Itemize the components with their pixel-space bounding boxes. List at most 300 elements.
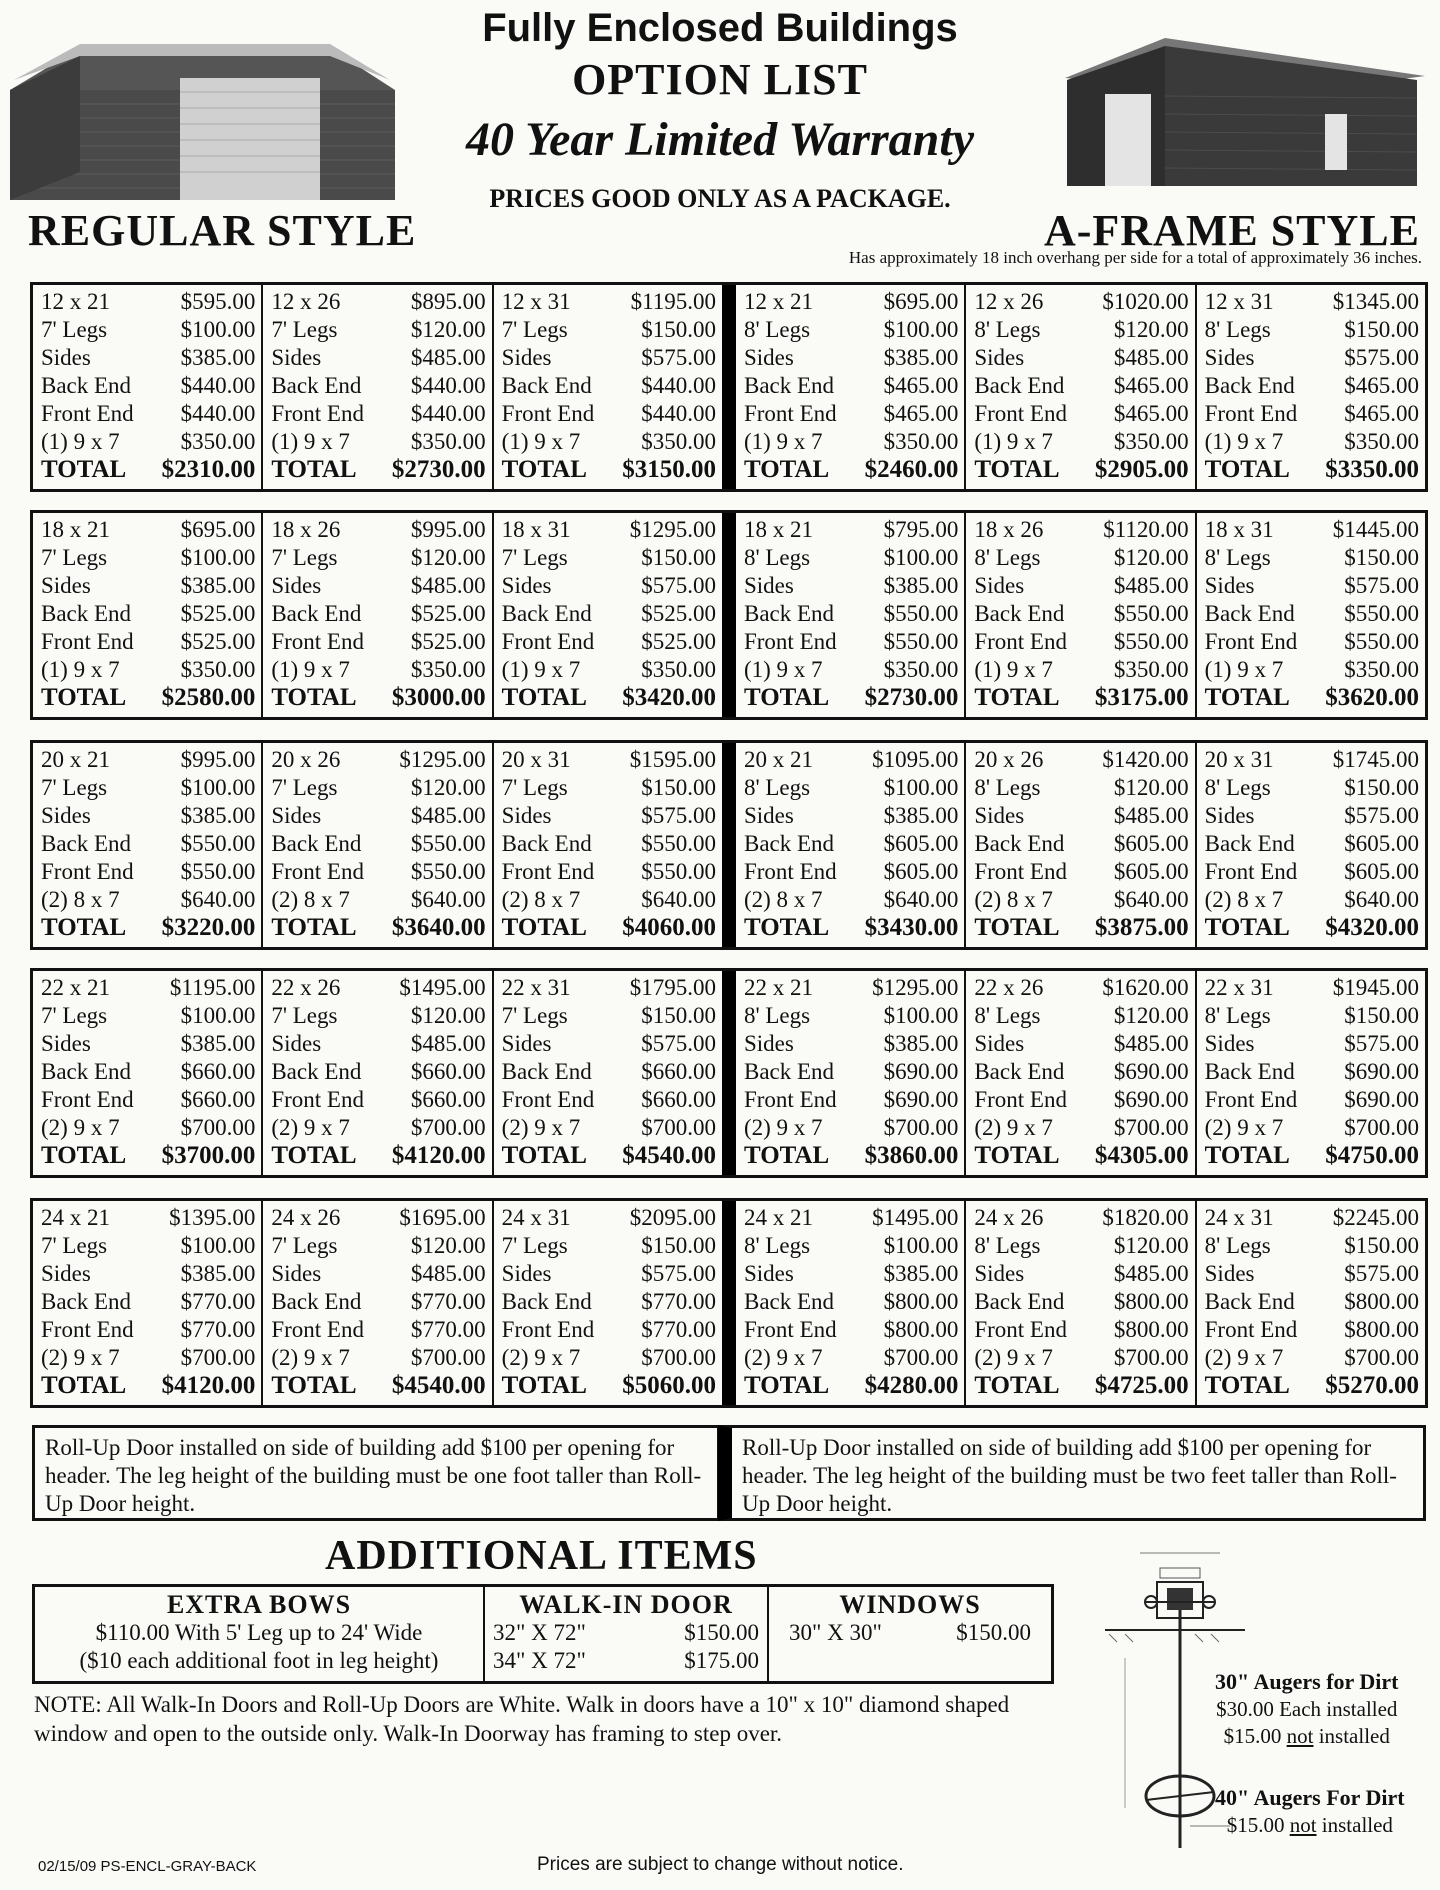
price-line [974,802,1188,830]
price-band [30,282,1428,492]
price-line-label: 12 x 26 [271,289,341,314]
price-line [1205,656,1419,684]
price-line-value: $485.00 [410,1261,486,1286]
price-line [1205,1030,1419,1058]
price-line-value: $575.00 [1344,345,1419,370]
price-line [502,1288,716,1316]
price-line [744,1288,958,1316]
total-label: TOTAL [1204,1372,1290,1399]
total-line [41,1372,255,1400]
aframe-style-price-cell [964,971,1194,1175]
price-line-label: (1) 9 x 7 [1204,657,1284,682]
price-line-value: $640.00 [180,887,256,912]
price-line [1205,774,1419,802]
price-line-value: $150.00 [641,775,716,800]
price-line [744,1058,958,1086]
price-band [30,968,1428,1178]
total-label: TOTAL [743,684,830,711]
price-line-label: Front End [1204,1087,1298,1112]
price-line-label: Back End [501,831,592,856]
price-line [744,656,958,684]
price-line-label: Front End [271,1317,364,1342]
total-value: $2580.00 [161,684,256,711]
price-line-label: (2) 8 x 7 [974,887,1053,912]
price-line-value: $465.00 [1113,401,1189,426]
windows-title: WINDOWS [839,1590,981,1619]
price-line-label: (1) 9 x 7 [41,657,120,682]
price-line-label: 12 x 31 [1204,289,1274,314]
price-line [271,1058,485,1086]
price-line-value: $1445.00 [1332,517,1419,542]
total-line [1205,914,1419,942]
price-line-value: $1620.00 [1102,975,1189,1000]
total-line [41,1142,255,1170]
price-line [1205,288,1419,316]
price-line-label: (2) 8 x 7 [41,887,120,912]
price-line [271,628,485,656]
price-line [41,600,255,628]
price-line-label: Back End [1204,831,1295,856]
price-line [974,1260,1188,1288]
price-line-label: (1) 9 x 7 [271,429,350,454]
total-line [974,456,1188,484]
price-line [41,1288,255,1316]
price-line-label: Sides [743,803,794,828]
total-label: TOTAL [271,456,357,483]
price-line [1205,1316,1419,1344]
price-line [41,1114,255,1142]
price-line [974,1232,1188,1260]
price-line-label: Front End [501,1317,595,1342]
price-line-label: Sides [271,573,322,598]
price-line-label: Sides [501,573,552,598]
price-line-label: 7' Legs [501,1233,568,1258]
price-line-label: 22 x 31 [1204,975,1274,1000]
price-line-value: $525.00 [641,601,716,626]
price-line [271,974,485,1002]
price-line [271,316,485,344]
price-line-value: $485.00 [1113,803,1189,828]
price-line-label: Back End [271,1059,362,1084]
price-line-value: $575.00 [641,345,716,370]
price-line-value: $700.00 [180,1115,256,1140]
total-label: TOTAL [41,456,127,483]
price-line [41,316,255,344]
price-line-value: $1945.00 [1332,975,1419,1000]
price-line-label: (2) 8 x 7 [1204,887,1284,912]
price-line-label: 8' Legs [743,1003,811,1028]
price-line [744,572,958,600]
price-line-value: $700.00 [1113,1115,1189,1140]
price-line-label: Back End [271,831,362,856]
total-value: $4120.00 [161,1372,256,1399]
price-line [1205,372,1419,400]
price-line-value: $440.00 [180,401,256,426]
price-line-value: $150.00 [641,317,716,342]
price-line [41,1344,255,1372]
aframe-style-price-cell [964,743,1194,947]
price-line-label: Front End [743,1087,837,1112]
price-line-value: $700.00 [1344,1345,1419,1370]
price-line-value: $700.00 [410,1345,486,1370]
price-line-label: (2) 8 x 7 [501,887,581,912]
total-value: $2460.00 [864,456,959,483]
price-line [41,858,255,886]
price-line-label: 18 x 31 [501,517,571,542]
aframe-overhang-note: Has approximately 18 inch overhang per side for a total of approximately 36 inches. [848,248,1422,267]
price-line-label: Sides [501,345,552,370]
price-line-label: Front End [41,859,134,884]
price-line-value: $1345.00 [1332,289,1419,314]
price-line-label: Sides [1204,573,1255,598]
price-line [974,1288,1188,1316]
total-label: TOTAL [41,1372,127,1399]
price-line-label: 20 x 21 [743,747,813,772]
price-line-label: Sides [974,1261,1025,1286]
price-line-label: 7' Legs [41,1233,108,1258]
price-line [744,858,958,886]
price-line [41,1030,255,1058]
total-label: TOTAL [501,1372,587,1399]
price-line-value: $660.00 [180,1059,256,1084]
price-band [30,740,1428,950]
regular-style-label: REGULAR STYLE [28,206,417,255]
price-line-label: Front End [271,401,364,426]
price-line [271,400,485,428]
total-line [502,1142,716,1170]
price-change-notice: Prices are subject to change without notice. [537,1854,904,1875]
rollup-note-regular: Roll-Up Door installed on side of building add $100 per opening for header. The leg height of the building must be one foot taller than Roll-Up Door height. [32,1425,720,1521]
price-line [271,516,485,544]
price-line-value: $120.00 [1113,317,1189,342]
price-line-label: 12 x 21 [41,289,110,314]
aframe-style-price-cell [964,285,1194,489]
price-line-label: Sides [974,345,1025,370]
price-line [271,1232,485,1260]
aframe-style-price-cell [964,1201,1194,1405]
price-line [974,600,1188,628]
total-value: $3000.00 [391,684,486,711]
total-value: $4750.00 [1325,1142,1419,1169]
price-line [502,316,716,344]
price-line [271,1344,485,1372]
price-line-label: 24 x 21 [743,1205,813,1230]
price-line-value: $660.00 [641,1059,716,1084]
doors-note: NOTE: All Walk-In Doors and Roll-Up Doors are White. Walk in doors have a 10" x 10" diamond shaped window and open to the outside only. Walk-In Doorway has framing to step over. [34,1692,1010,1746]
price-line [974,372,1188,400]
total-label: TOTAL [1204,914,1290,941]
price-line [974,1002,1188,1030]
price-line [744,830,958,858]
price-line-label: 8' Legs [743,775,811,800]
total-label: TOTAL [271,914,357,941]
price-line [271,1002,485,1030]
price-line-value: $465.00 [1344,373,1419,398]
price-line-value: $575.00 [1344,573,1419,598]
price-line [502,1002,716,1030]
price-line [41,774,255,802]
price-line-label: (2) 9 x 7 [271,1115,350,1140]
price-line-value: $525.00 [180,629,256,654]
price-line-value: $800.00 [883,1289,959,1314]
regular-style-price-cell [33,513,261,717]
price-line [744,516,958,544]
price-line-value: $120.00 [1113,775,1189,800]
price-line [744,628,958,656]
price-line-label: 24 x 21 [41,1205,110,1230]
total-value: $4725.00 [1094,1372,1189,1399]
price-line-label: Back End [743,601,835,626]
price-line-value: $605.00 [883,831,959,856]
price-line-value: $440.00 [641,373,716,398]
price-line-label: Sides [41,573,91,598]
total-line [1205,456,1419,484]
price-line-value: $700.00 [180,1345,256,1370]
auger-40-installed-label: installed [1321,1813,1393,1837]
price-line [974,1316,1188,1344]
price-line-label: (2) 9 x 7 [743,1115,823,1140]
price-line [502,1030,716,1058]
price-line-value: $700.00 [1113,1345,1189,1370]
price-line-value: $350.00 [180,657,256,682]
price-line [41,544,255,572]
price-line-label: Front End [271,859,364,884]
price-line-value: $690.00 [1344,1059,1419,1084]
price-line-value: $1495.00 [399,975,486,1000]
price-line-value: $640.00 [641,887,716,912]
price-line-label: Back End [41,831,132,856]
price-line [502,974,716,1002]
price-line-value: $770.00 [180,1317,256,1342]
price-line-value: $525.00 [641,629,716,654]
price-line-value: $550.00 [883,629,959,654]
price-line-label: (2) 9 x 7 [974,1115,1053,1140]
aframe-style-building-image [1055,36,1425,186]
price-line-value: $800.00 [1113,1317,1189,1342]
price-line-value: $100.00 [180,1003,256,1028]
price-line-value: $605.00 [1113,831,1189,856]
price-line [502,858,716,886]
regular-style-price-cell [261,513,491,717]
price-line [744,974,958,1002]
total-line [271,1142,485,1170]
price-line-label: 18 x 26 [974,517,1044,542]
price-line-label: 22 x 26 [974,975,1044,1000]
price-line-label: Sides [743,345,794,370]
walkin-door-option [493,1619,759,1647]
price-line [41,656,255,684]
price-line-value: $640.00 [1344,887,1419,912]
price-line-label: (1) 9 x 7 [743,657,823,682]
walkin-door-size: 32" X 72" [493,1620,586,1645]
total-value: $3220.00 [161,914,256,941]
price-line-label: Sides [974,1031,1025,1056]
price-line-label: Sides [1204,1031,1255,1056]
price-line-label: 18 x 26 [271,517,341,542]
price-line-label: Back End [41,373,132,398]
total-line [974,684,1188,712]
price-line-value: $440.00 [410,401,486,426]
auger-30-title: 30" Augers for Dirt [1215,1669,1399,1694]
window-price: $150.00 [956,1620,1031,1645]
price-line [271,1086,485,1114]
price-line [744,1344,958,1372]
price-line-label: Back End [743,831,835,856]
price-line-value: $700.00 [883,1115,959,1140]
price-line [744,1086,958,1114]
price-line-value: $350.00 [883,429,959,454]
price-line [974,656,1188,684]
price-line-value: $1420.00 [1102,747,1189,772]
price-line-label: 20 x 26 [271,747,341,772]
price-line [974,572,1188,600]
price-line [744,288,958,316]
total-value: $4305.00 [1094,1142,1189,1169]
price-line-label: Sides [271,1261,322,1286]
rollup-note-aframe: Roll-Up Door installed on side of building add $100 per opening for header. The leg height of the building must be two feet taller than Roll-Up Door height. [718,1425,1426,1521]
price-line-value: $1695.00 [399,1205,486,1230]
price-line-label: 18 x 21 [41,517,110,542]
price-line [502,774,716,802]
price-line [974,774,1188,802]
price-line [974,428,1188,456]
price-line [41,1002,255,1030]
aframe-style-price-cell [722,513,964,717]
price-line-label: Back End [743,373,835,398]
price-line [974,974,1188,1002]
price-line-label: 8' Legs [974,1003,1041,1028]
price-line [974,544,1188,572]
total-label: TOTAL [743,914,830,941]
price-line-label: (1) 9 x 7 [1204,429,1284,454]
price-line [502,288,716,316]
price-line-value: $100.00 [883,545,959,570]
price-line-value: $2245.00 [1332,1205,1419,1230]
total-line [271,456,485,484]
price-line [41,572,255,600]
price-line-label: (1) 9 x 7 [974,657,1053,682]
price-line-value: $695.00 [180,517,256,542]
price-line [744,1030,958,1058]
price-line [502,1058,716,1086]
total-line [974,1372,1188,1400]
price-line-value: $440.00 [180,373,256,398]
price-line-label: 12 x 31 [501,289,571,314]
price-line-value: $485.00 [1113,1261,1189,1286]
price-line [974,344,1188,372]
price-line-label: Front End [743,401,837,426]
price-line-label: Sides [743,1261,794,1286]
price-line [502,516,716,544]
price-line-value: $120.00 [410,1003,486,1028]
price-line [41,974,255,1002]
price-line-label: Front End [271,1087,364,1112]
price-line-label: (2) 8 x 7 [271,887,350,912]
price-line [41,746,255,774]
price-line-label: 8' Legs [1204,1233,1271,1258]
total-label: TOTAL [41,1142,127,1169]
price-line-label: Sides [271,803,322,828]
price-line-label: 8' Legs [974,317,1041,342]
price-line-value: $350.00 [180,429,256,454]
price-line-label: Back End [974,1059,1065,1084]
price-line-value: $100.00 [883,1003,959,1028]
auger-30-installed-label: installed [1318,1724,1390,1748]
price-line-value: $605.00 [1113,859,1189,884]
total-label: TOTAL [41,684,127,711]
auger-30-not-label: not [1286,1724,1314,1748]
price-line-label: Sides [271,345,322,370]
price-line-value: $770.00 [641,1289,716,1314]
price-line-label: 22 x 21 [41,975,110,1000]
total-value: $5270.00 [1325,1372,1419,1399]
price-line-value: $465.00 [1344,401,1419,426]
price-line [1205,1002,1419,1030]
price-line-label: 7' Legs [271,1003,338,1028]
price-line-value: $485.00 [410,803,486,828]
price-line-label: Sides [501,803,552,828]
price-line-label: 22 x 31 [501,975,571,1000]
price-line [271,1030,485,1058]
price-line [41,1316,255,1344]
regular-style-building-image [10,22,395,202]
price-line-label: Back End [41,601,132,626]
price-line-value: $550.00 [1344,629,1419,654]
price-line-value: $550.00 [410,831,486,856]
price-line-value: $350.00 [410,657,486,682]
price-line [974,1114,1188,1142]
regular-style-price-cell [492,743,722,947]
price-line-value: $150.00 [1344,1003,1419,1028]
total-line [41,684,255,712]
price-line [41,372,255,400]
price-line-label: (2) 9 x 7 [743,1345,823,1370]
aframe-style-price-cell [1195,513,1425,717]
price-line-value: $100.00 [180,1233,256,1258]
price-line-label: Back End [1204,373,1295,398]
price-line-value: $385.00 [883,803,959,828]
price-line-value: $465.00 [1113,373,1189,398]
aframe-style-price-cell [964,513,1194,717]
price-line-value: $120.00 [1113,545,1189,570]
price-line-value: $485.00 [1113,573,1189,598]
price-line-label: (2) 9 x 7 [41,1345,120,1370]
price-line-label: Front End [501,629,595,654]
walkin-door-size: 34" X 72" [493,1648,586,1673]
total-value: $3150.00 [622,456,716,483]
price-line-value: $385.00 [180,1261,256,1286]
aframe-style-price-cell [1195,743,1425,947]
extra-bows-line2: ($10 each additional foot in leg height) [79,1648,439,1673]
price-line-label: 7' Legs [271,775,338,800]
price-line [974,858,1188,886]
total-line [1205,1372,1419,1400]
price-line [974,1058,1188,1086]
price-line-value: $575.00 [1344,1261,1419,1286]
price-line [271,1288,485,1316]
window-option [777,1619,1043,1647]
price-line [1205,1058,1419,1086]
price-line-label: Front End [1204,401,1298,426]
price-line-value: $120.00 [1113,1233,1189,1258]
price-line-label: Front End [41,1087,134,1112]
price-line-value: $1595.00 [629,747,716,772]
price-line-label: Sides [1204,1261,1255,1286]
price-line-label: Front End [501,1087,595,1112]
price-line-label: 8' Legs [743,317,811,342]
price-line-label: (1) 9 x 7 [501,429,581,454]
price-line [1205,858,1419,886]
